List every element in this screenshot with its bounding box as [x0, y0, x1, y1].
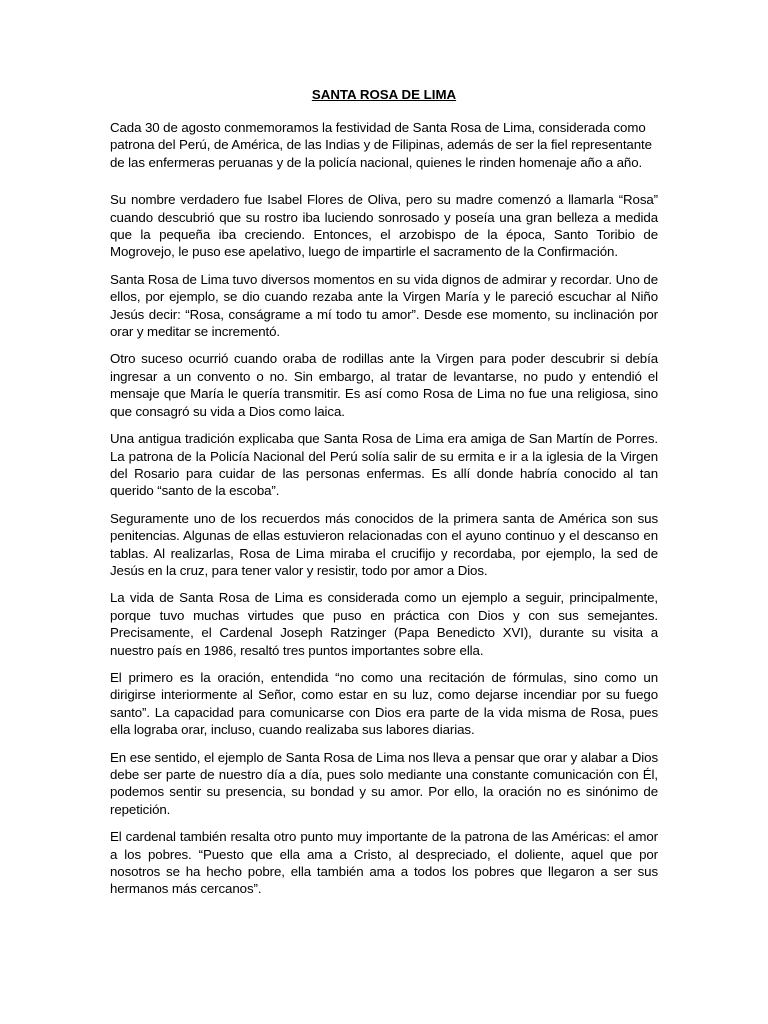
paragraph-7: La vida de Santa Rosa de Lima es considerada como un ejemplo a seguir, principalmente, porque tuvo muchas virtudes que puso en práctica con Dios y con sus semejantes. Precisamente, el Cardenal Joseph Ratzinger (Papa Benedicto XVI), durante su visita a nuestro país en 1986, resaltó tres puntos importantes sobre ella. [110, 590, 658, 658]
paragraph-1: Cada 30 de agosto conmemoramos la festividad de Santa Rosa de Lima, considerada como patrona del Perú, de América, de las Indias y de Filipinas, además de ser la fiel representante de las enfermeras peruanas y de la policía nacional, quienes le rinden homenaje año a año. [110, 120, 652, 170]
paragraph-2: Su nombre verdadero fue Isabel Flores de Oliva, pero su madre comenzó a llamarla “Rosa” cuando descubrió que su rostro iba luciendo sonrosado y poseía una gran belleza a medida que la pequeña iba creciendo. Entonces, el arzobispo de la época, Santo Toribio de Mogrovejo, le puso ese apelativo, luego de impartirle el sacramento de la Confirmación. [110, 192, 658, 260]
paragraph-4: Otro suceso ocurrió cuando oraba de rodillas ante la Virgen para poder descubrir si debía ingresar a un convento o no. Sin embargo, al tratar de levantarse, no pudo y entendió el mensaje que María le quería transmitir. Es así como Rosa de Lima no fue una religiosa, sino que consagró su vida a Dios como laica. [110, 351, 658, 419]
paragraph-3: Santa Rosa de Lima tuvo diversos momentos en su vida dignos de admirar y recordar. Uno de ellos, por ejemplo, se dio cuando rezaba ante la Virgen María y le pareció escuchar al Niño Jesús decir: “Rosa, conságrame a mí todo tu amor”. Desde ese momento, su inclinación por orar y meditar se incrementó. [110, 271, 658, 340]
paragraph-9: En ese sentido, el ejemplo de Santa Rosa de Lima nos lleva a pensar que orar y alabar a Dios debe ser parte de nuestro día a día, pues solo mediante una constante comunicación con Él, podemos sentir su presencia, su bondad y su amor. Por ello, la oración no es sinónimo de repetición. [110, 749, 658, 817]
document-body [110, 86, 658, 908]
paragraph-6: Seguramente uno de los recuerdos más conocidos de la primera santa de América son sus penitencias. Algunas de ellas estuvieron relacionadas con el ayuno continuo y el descanso en tablas. Al realizarlas, Rosa de Lima miraba el crucifijo y recordaba, por ejemplo, la sed de Jesús en la cruz, para tener valor y resistir, todo por amor a Dios. [110, 510, 658, 578]
paragraph-8: El primero es la oración, entendida “no como una recitación de fórmulas, sino como un dirigirse interiormente al Señor, como estar en su luz, como dejarse incendiar por su fuego santo”. La capacidad para comunicarse con Dios era parte de la vida misma de Rosa, pues ella lograba orar, incluso, cuando realizaba sus labores diarias. [110, 669, 658, 738]
paragraph-10: El cardenal también resalta otro punto muy importante de la patrona de las Américas: el amor a los pobres. “Puesto que ella ama a Cristo, al despreciado, el doliente, aquel que por nosotros se ha hecho pobre, ella también ama a todos los pobres que llegaron a ser sus hermanos más cercanos”. [110, 829, 658, 897]
document-title: SANTA ROSA DE LIMA [311, 87, 457, 102]
paragraph-5: Una antigua tradición explicaba que Santa Rosa de Lima era amiga de San Martín de Porres. La patrona de la Policía Nacional del Perú solía salir de su ermita e ir a la iglesia de la Virgen del Rosario para cuidar de las personas enfermas. Es allí donde habría conocido al tan querido “santo de la escoba”. [110, 431, 658, 499]
